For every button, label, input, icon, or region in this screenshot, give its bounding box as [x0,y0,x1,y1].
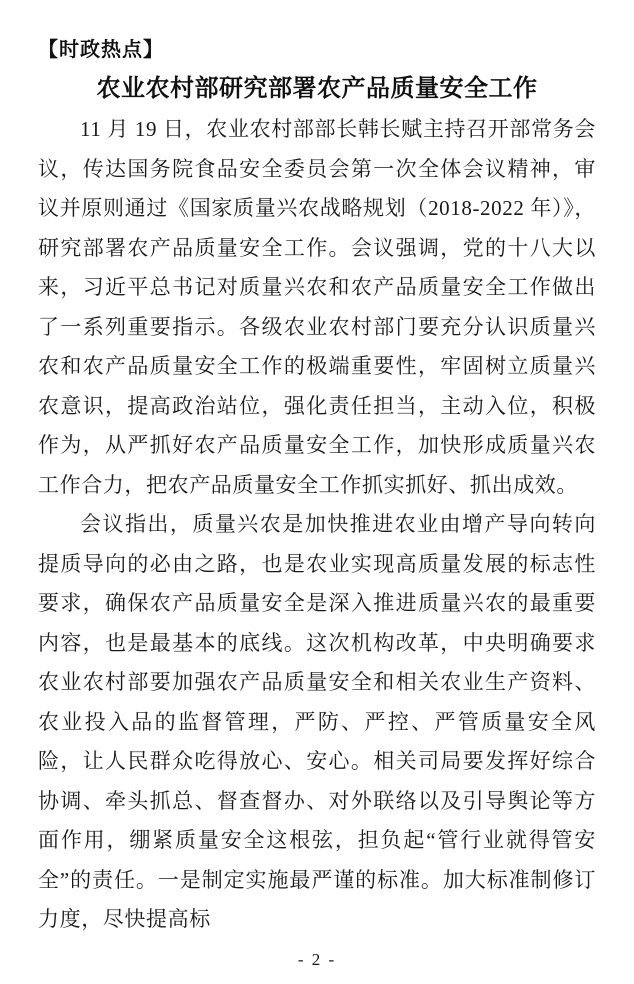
document-body [38,110,596,940]
paragraph-1: 11 月 19 日，农业农村部部长韩长赋主持召开部常务会议，传达国务院食品安全委员会第一次全体会议精神，审议并原则通过《国家质量兴农战略规划（2018-2022 年）》，研究部署农产品质量安全工作。会议强调，党的十八大以来，习近平总书记对质量兴农和农产品质量安全工作做出了一系列重要指示。各级农业农村部门要充分认识质量兴农和农产品质量安全工作的极端重要性，牢固树立质量兴农意识，提高政治站位，强化责任担当，主动入位，积极作为，从严抓好农产品质量安全工作，加快形成质量兴农工作合力，把农产品质量安全工作抓实抓好、抓出成效。 [38,117,596,497]
document-title: 农业农村部研究部署农产品质量安全工作 [96,76,538,102]
paragraph-2: 会议指出，质量兴农是加快推进农业由增产导向转向提质导向的必由之路，也是农业实现高质量发展的标志性要求，确保农产品质量安全是深入推进质量兴农的最重要内容，也是最基本的底线。这次机构改革，中央明确要求农业农村部要加强农产品质量安全和相关农业生产资料、农业投入品的监督管理，严防、严控、严管质量安全风险，让人民群众吃得放心、安心。相关司局要发挥好综合协调、牵头抓总、督查督办、对外联络以及引导舆论等方面作用，绷紧质量安全这根弦，担负起“管行业就得管安全”的责任。一是制定实施最严谨的标准。加大标准制修订力度，尽快提高标 [38,512,596,931]
page-number: - 2 - [297,950,337,969]
section-header: 【时政热点】 [38,39,164,61]
